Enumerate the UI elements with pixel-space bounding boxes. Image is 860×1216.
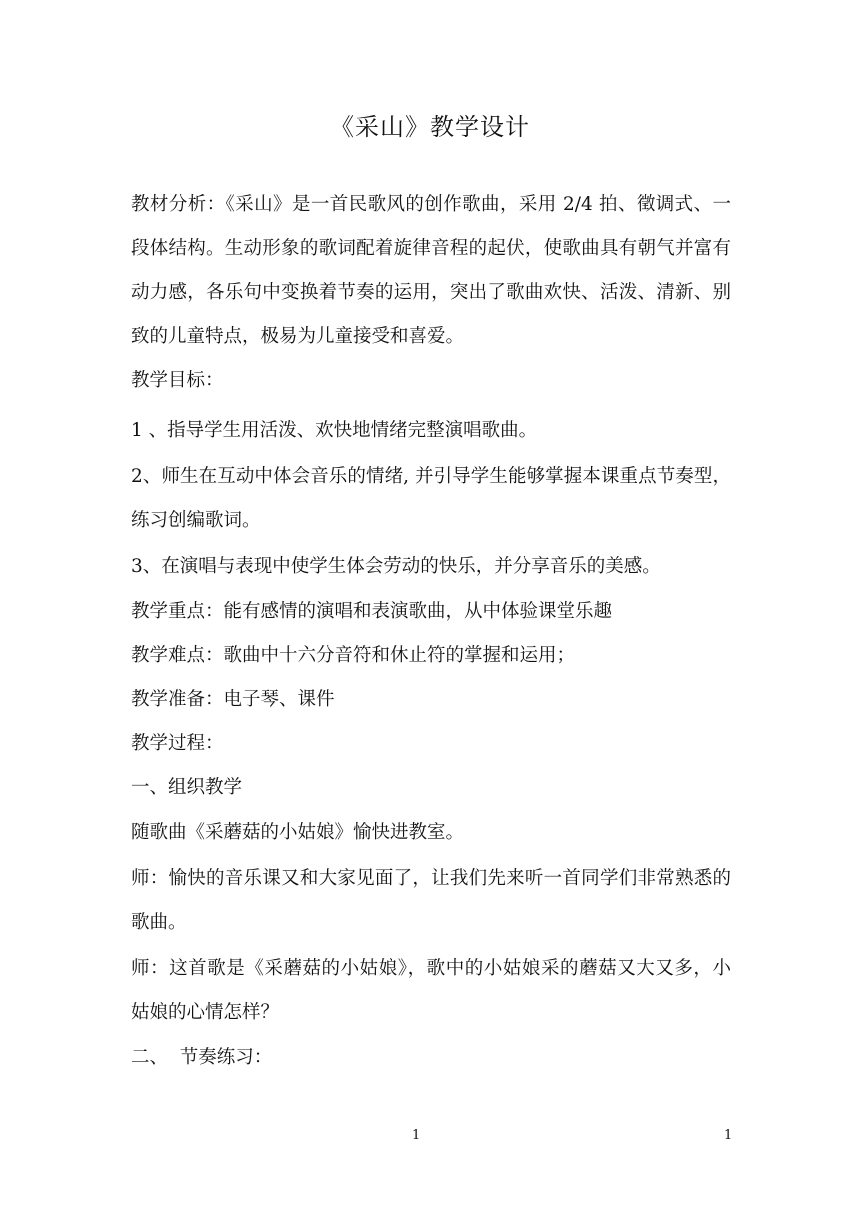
teacher-line-1: 师：愉快的音乐课又和大家见面了，让我们先来听一首同学们非常熟悉的歌曲。 bbox=[131, 868, 731, 933]
analysis-paragraph: 教材分析：《采山》是一首民歌风的创作歌曲，采用 2/4 拍、徵调式、一段体结构。生动形象的歌词配着旋律音程的起伏，使歌曲具有朝气并富有动力感，各乐句中变换着节奏的运用，突出了歌曲欢快、活泼、清新、别致的儿童特点，极易为儿童接受和喜爱。 bbox=[131, 194, 731, 347]
page-number-right: 1 bbox=[724, 1128, 733, 1143]
process-heading: 教学过程： bbox=[131, 733, 224, 754]
key-point: 教学重点：能有感情的演唱和表演歌曲，从中体验课堂乐趣 bbox=[131, 601, 613, 622]
preparation: 教学准备：电子琴、课件 bbox=[131, 689, 335, 710]
section-heading-1: 一、组织教学 bbox=[131, 777, 243, 798]
goal-item-3: 3、在演唱与表现中使学生体会劳动的快乐，并分享音乐的美感。 bbox=[131, 556, 661, 577]
section-heading-2: 二、 节奏练习： bbox=[131, 1047, 273, 1068]
goal-item-2: 2、师生在互动中体会音乐的情绪, 并引导学生能够掌握本课重点节奏型，练习创编歌词。 bbox=[131, 466, 731, 531]
entry-line: 随歌曲《采蘑菇的小姑娘》愉快进教室。 bbox=[131, 822, 465, 843]
teacher-line-2: 师：这首歌是《采蘑菇的小姑娘》，歌中的小姑娘采的蘑菇又大又多，小姑娘的心情怎样？ bbox=[131, 958, 731, 1023]
page-number-center: 1 bbox=[412, 1128, 421, 1143]
document-title: 《采山》教学设计 bbox=[330, 113, 530, 141]
goal-item-1: 1 、指导学生用活泼、欢快地情绪完整演唱歌曲。 bbox=[131, 420, 538, 441]
goals-heading: 教学目标： bbox=[131, 370, 224, 391]
difficulty: 教学难点：歌曲中十六分音符和休止符的掌握和运用； bbox=[131, 645, 576, 666]
